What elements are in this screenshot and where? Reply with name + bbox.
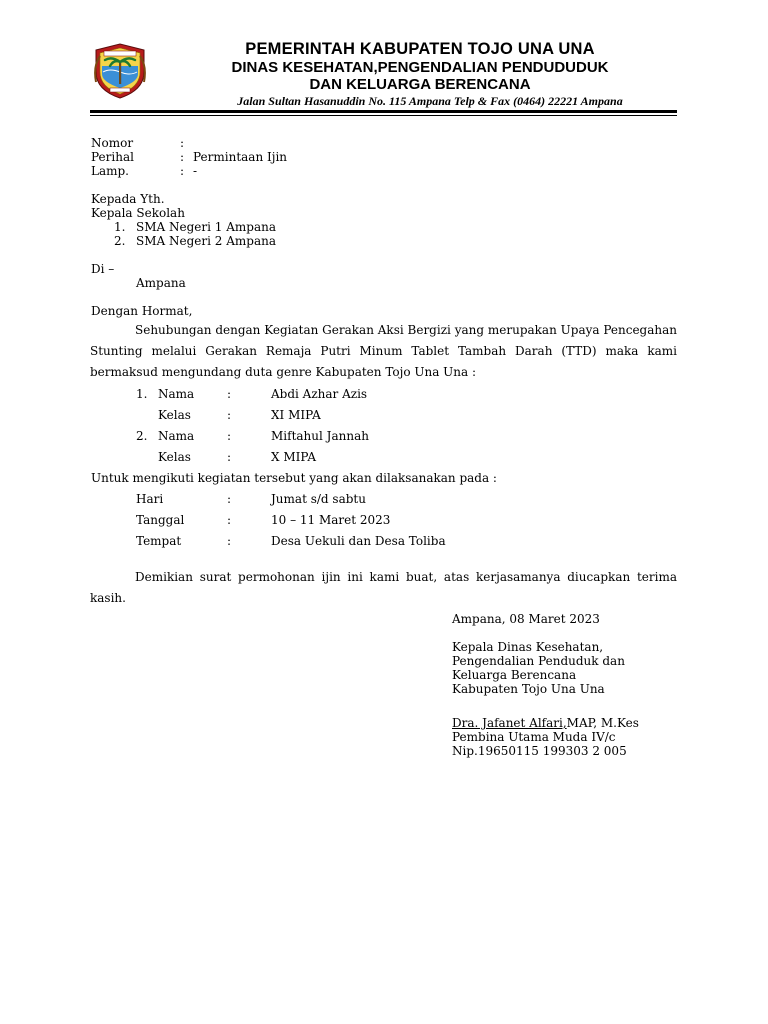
ambassador-separator: : xyxy=(227,429,232,443)
recipient-di: Di – xyxy=(91,262,115,276)
ambassador-name-label: Nama xyxy=(158,429,195,443)
event-separator: : xyxy=(227,534,232,548)
letterhead-rule-thin xyxy=(90,115,677,116)
letterhead-department-cont: DAN KELUARGA BERENCANA xyxy=(309,76,531,93)
signatory-rank: Pembina Utama Muda IV/c xyxy=(452,730,616,744)
signature-position-line: Kabupaten Tojo Una Una xyxy=(452,682,605,696)
recipient-greeting: Kepada Yth. xyxy=(91,192,165,206)
school-number: 2. xyxy=(114,234,126,248)
event-value-hari: Jumat s/d sabtu xyxy=(271,492,366,506)
ambassador-class-label: Kelas xyxy=(158,408,191,422)
signature-position-line: Pengendalian Penduduk dan xyxy=(452,654,625,668)
event-label-tempat: Tempat xyxy=(136,534,182,548)
letterhead-rule-thick xyxy=(90,110,677,113)
school-name: SMA Negeri 2 Ampana xyxy=(136,234,276,248)
nomor-separator: : xyxy=(180,136,185,150)
signature-position-line: Keluarga Berencana xyxy=(452,668,577,682)
ambassador-name: Abdi Azhar Azis xyxy=(271,387,368,401)
lamp-separator: : xyxy=(180,164,185,178)
regency-crest-icon xyxy=(90,42,150,100)
signatory-name: Dra. Jafanet Alfari, xyxy=(452,716,567,730)
school-name: SMA Negeri 1 Ampana xyxy=(136,220,276,234)
ambassador-number: 1. xyxy=(136,387,148,401)
event-label-hari: Hari xyxy=(136,492,164,506)
event-value-tanggal: 10 – 11 Maret 2023 xyxy=(271,513,391,527)
signature-position-line: Kepala Dinas Kesehatan, xyxy=(452,640,604,654)
lamp-label: Lamp. xyxy=(91,164,129,178)
signatory-nip: Nip.19650115 199303 2 005 xyxy=(452,744,627,758)
body-paragraph: Sehubungan dengan Kegiatan Gerakan Aksi Bergizi yang merupakan Upaya Pencegahan Stunting melalui Gerakan Remaja Putri Minum Tablet Tambah Darah (TTD) maka kami bermaksud mengundang duta genre Kabupaten Tojo Una Una : xyxy=(90,323,677,379)
ambassador-class: X MIPA xyxy=(271,450,317,464)
perihal-separator: : xyxy=(180,150,185,164)
event-label-tanggal: Tanggal xyxy=(136,513,185,527)
signature-name-line xyxy=(452,716,639,730)
school-number: 1. xyxy=(114,220,126,234)
ambassador-separator: : xyxy=(227,408,232,422)
ambassador-separator: : xyxy=(227,450,232,464)
event-separator: : xyxy=(227,513,232,527)
ambassador-number: 2. xyxy=(136,429,148,443)
ambassador-separator: : xyxy=(227,387,232,401)
lamp-value: - xyxy=(193,164,198,178)
letterhead-government: PEMERINTAH KABUPATEN TOJO UNA UNA xyxy=(245,40,595,58)
salutation: Dengan Hormat, xyxy=(91,304,193,318)
event-value-tempat: Desa Uekuli dan Desa Toliba xyxy=(271,534,446,548)
event-separator: : xyxy=(227,492,232,506)
signatory-title: MAP, M.Kes xyxy=(566,716,639,730)
ambassador-name: Miftahul Jannah xyxy=(271,429,369,443)
recipient-place: Ampana xyxy=(136,276,186,290)
event-intro: Untuk mengikuti kegiatan tersebut yang akan dilaksanakan pada : xyxy=(91,471,497,485)
closing-paragraph: Demikian surat permohonan ijin ini kami buat, atas kerjasamanya diucapkan terima kasih. xyxy=(90,570,677,605)
ambassador-class-label: Kelas xyxy=(158,450,191,464)
letterhead-address: Jalan Sultan Hasanuddin No. 115 Ampana Telp & Fax (0464) 22221 Ampana xyxy=(237,94,623,108)
perihal-label: Perihal xyxy=(91,150,134,164)
perihal-value: Permintaan Ijin xyxy=(193,150,288,164)
recipient-title: Kepala Sekolah xyxy=(91,206,185,220)
signature-place-date: Ampana, 08 Maret 2023 xyxy=(452,612,600,626)
letterhead-department: DINAS KESEHATAN,PENGENDALIAN PENDUDUDUK xyxy=(231,59,609,76)
nomor-label: Nomor xyxy=(91,136,134,150)
ambassador-class: XI MIPA xyxy=(271,408,321,422)
ambassador-name-label: Nama xyxy=(158,387,195,401)
